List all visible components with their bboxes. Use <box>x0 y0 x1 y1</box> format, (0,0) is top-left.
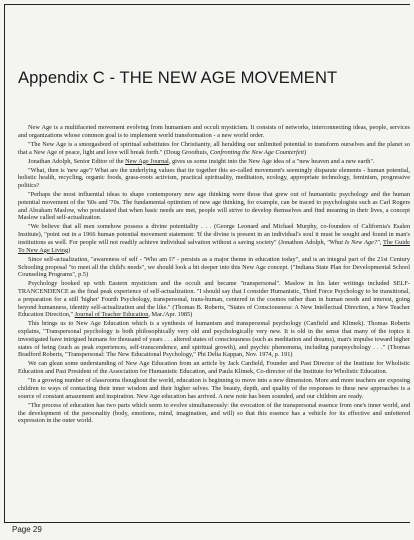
paragraph <box>18 377 410 400</box>
text-run: "In a growing number of classrooms thoughout the world, education is beginning to move into a new dimension. More and more teachers are exposing children to ways of contacting their inner wisdom and their higher selves. The beauty, depth, and quality of the responses to these new approaches is a source of constant amazement and inspiration. New Age education has arrived. A new note has been sounded, and our children are ready. <box>18 377 410 400</box>
top-border-rule <box>4 4 410 5</box>
paragraph <box>18 320 410 359</box>
paragraph <box>18 280 410 319</box>
paragraph <box>18 223 410 254</box>
paragraph <box>18 158 410 166</box>
text-run: , <box>379 238 383 246</box>
text-run: Jonathan Adolph, Senior Editor of the <box>28 157 126 165</box>
text-run: "The New Age is a smorgasbord of spiritual substitutes for Christianity, all heralding our unlimited potential to transform ourselves and the planet so that a New Age of peace, light and love will break forth." (Doug Groothuis, <box>18 140 410 156</box>
text-run: "Perhaps the most influential ideas to shape contemporary new age thinking were those that grew out of humanistic psychology and the human potential movement of the '60s and '70s. The fundamental optimism of new age thinking, for example, can be traced to psychologists such as Carl Rogers and Abraham Maslow, who postulated that when basic needs are met, people will strive to develop themselves and find meaning in their lives, a concept Maslow called self-actualization. <box>18 191 410 222</box>
paragraph <box>18 191 410 222</box>
paragraph <box>18 167 410 190</box>
text-run: ) <box>304 148 307 156</box>
text-run: Since self-actualization, "awareness of self - 'Who am I?' - persists as a major theme in education today", and is an integral part of the 21st Century Schooling proposal "to meet all the child's needs", we should look a bit deeper into this New Age concept. ("Indiana State Plan for Developmental School Counseling Programs", p.5) <box>18 255 410 279</box>
underlined-title: The Guide To New Age Living <box>18 238 410 254</box>
text-run: "What, then is 'new age'? What are the underlying values that tie together this so-called movement's seemingly disparate elements - human potential, holistic health, recycling, organic foods, grass-roots activism, practical spirituality, meditation, ecology, appropriate technology, feminism, progressive politics? <box>18 166 410 190</box>
paragraph <box>18 141 410 157</box>
body-text <box>18 124 410 516</box>
text-run: This brings us to New Age Education which is a synthesis of humanism and transpersonal psychology (Canfield and Klimek). Thomas Roberts explains, "Transpersonal psychology is both philosophically very old and psychologically very new. It is old in the sense that many of the topics it investigated have intrigued humans for thousand of years . . . altered states of consciousness (such as meditation and dreams), man's impulse toward higher states of being (such as peak experiences, self-transcendence, and spiritual growth), and psychic phenomena, including parapsychology . . ." (Thomas Bradford Roberts, "Transpersonal: The New Educational Psychology," Phi Delta Kappan, Nov. 1974, p. 191) <box>18 320 410 359</box>
paragraph <box>18 360 410 376</box>
paragraph <box>18 402 410 425</box>
text-run: We can glean some understanding of New Age Education from an article by Jack Canfield, Founder and Past Director of the Institute for Wholistic Education and Past President of the Association for Humanistic Education, and Paula Klimek, Co-director of the Institute for Wholistic Education. <box>18 360 410 376</box>
underlined-title: New Age Journal <box>125 157 169 165</box>
paragraph <box>18 124 410 140</box>
text-run: "The process of education has two parts which seem to evolve simultaneously: the evocation of the transpersonal essence from one's inner world, and the development of the personality (body, emotions, mind, imagination, and will) so that this essence has a vehicle for its effective and unfettered expression in the outer world. <box>18 401 410 425</box>
text-run: , gives us some insight into the New Age idea of a "new heaven and a new earth". <box>168 157 375 165</box>
text-run: ) <box>68 246 71 254</box>
text-run: "We believe that all men somehow possess a divine potentiality . . . (George Leonard and Michael Murphy, co-founders of California's Esalen Institute), "point out in a 1966 human potential movement statement: 'If the divine is present in an individual's soul it must be sought and found in man's institutions as well. For people will not readily achieve individual salvation without a saving society" (Jonathon Adolph, <box>18 223 410 246</box>
text-run: New Age is a multifaceted movement evolving from humanism and occult mysticism. It consists of networks, interconnecting ideas, people, services and organizations whose common goal is to implement world transformation - a new world order. <box>18 124 410 139</box>
text-run: , Mar./Apr. 1985) <box>148 311 193 319</box>
page-number: Page 29 <box>12 525 42 534</box>
bottom-border-rule <box>4 522 410 523</box>
underlined-title: Journal of Teacher Education <box>74 311 149 319</box>
text-run: Psychology hooked up with Eastern mysticism and the occult and became "transpersonal". Maslow in his later writings included SELF-TRANCENDENCE as the final peak experience of self-actualization. "I should say that I consider Humanistic, Third Force Psychology to be transitional, a preparation for a still 'higher' Fourth Psychology, transpersonal, trans-human, centered in the cosmos rather than in human needs and interest, going beyond humanness, identity self-actualization and the like." (Thomas B. Roberts, "States of Consciousness: A New Intellectual Direction, a New Teacher Education Direction," <box>18 280 410 319</box>
page-title: Appendix C - THE NEW AGE MOVEMENT <box>18 68 338 87</box>
italic-title: "What Is New Age?" <box>327 238 380 246</box>
italic-title: Confronting the New Age Counterfeit <box>209 148 305 156</box>
left-border-rule <box>4 4 5 522</box>
paragraph <box>18 256 410 279</box>
